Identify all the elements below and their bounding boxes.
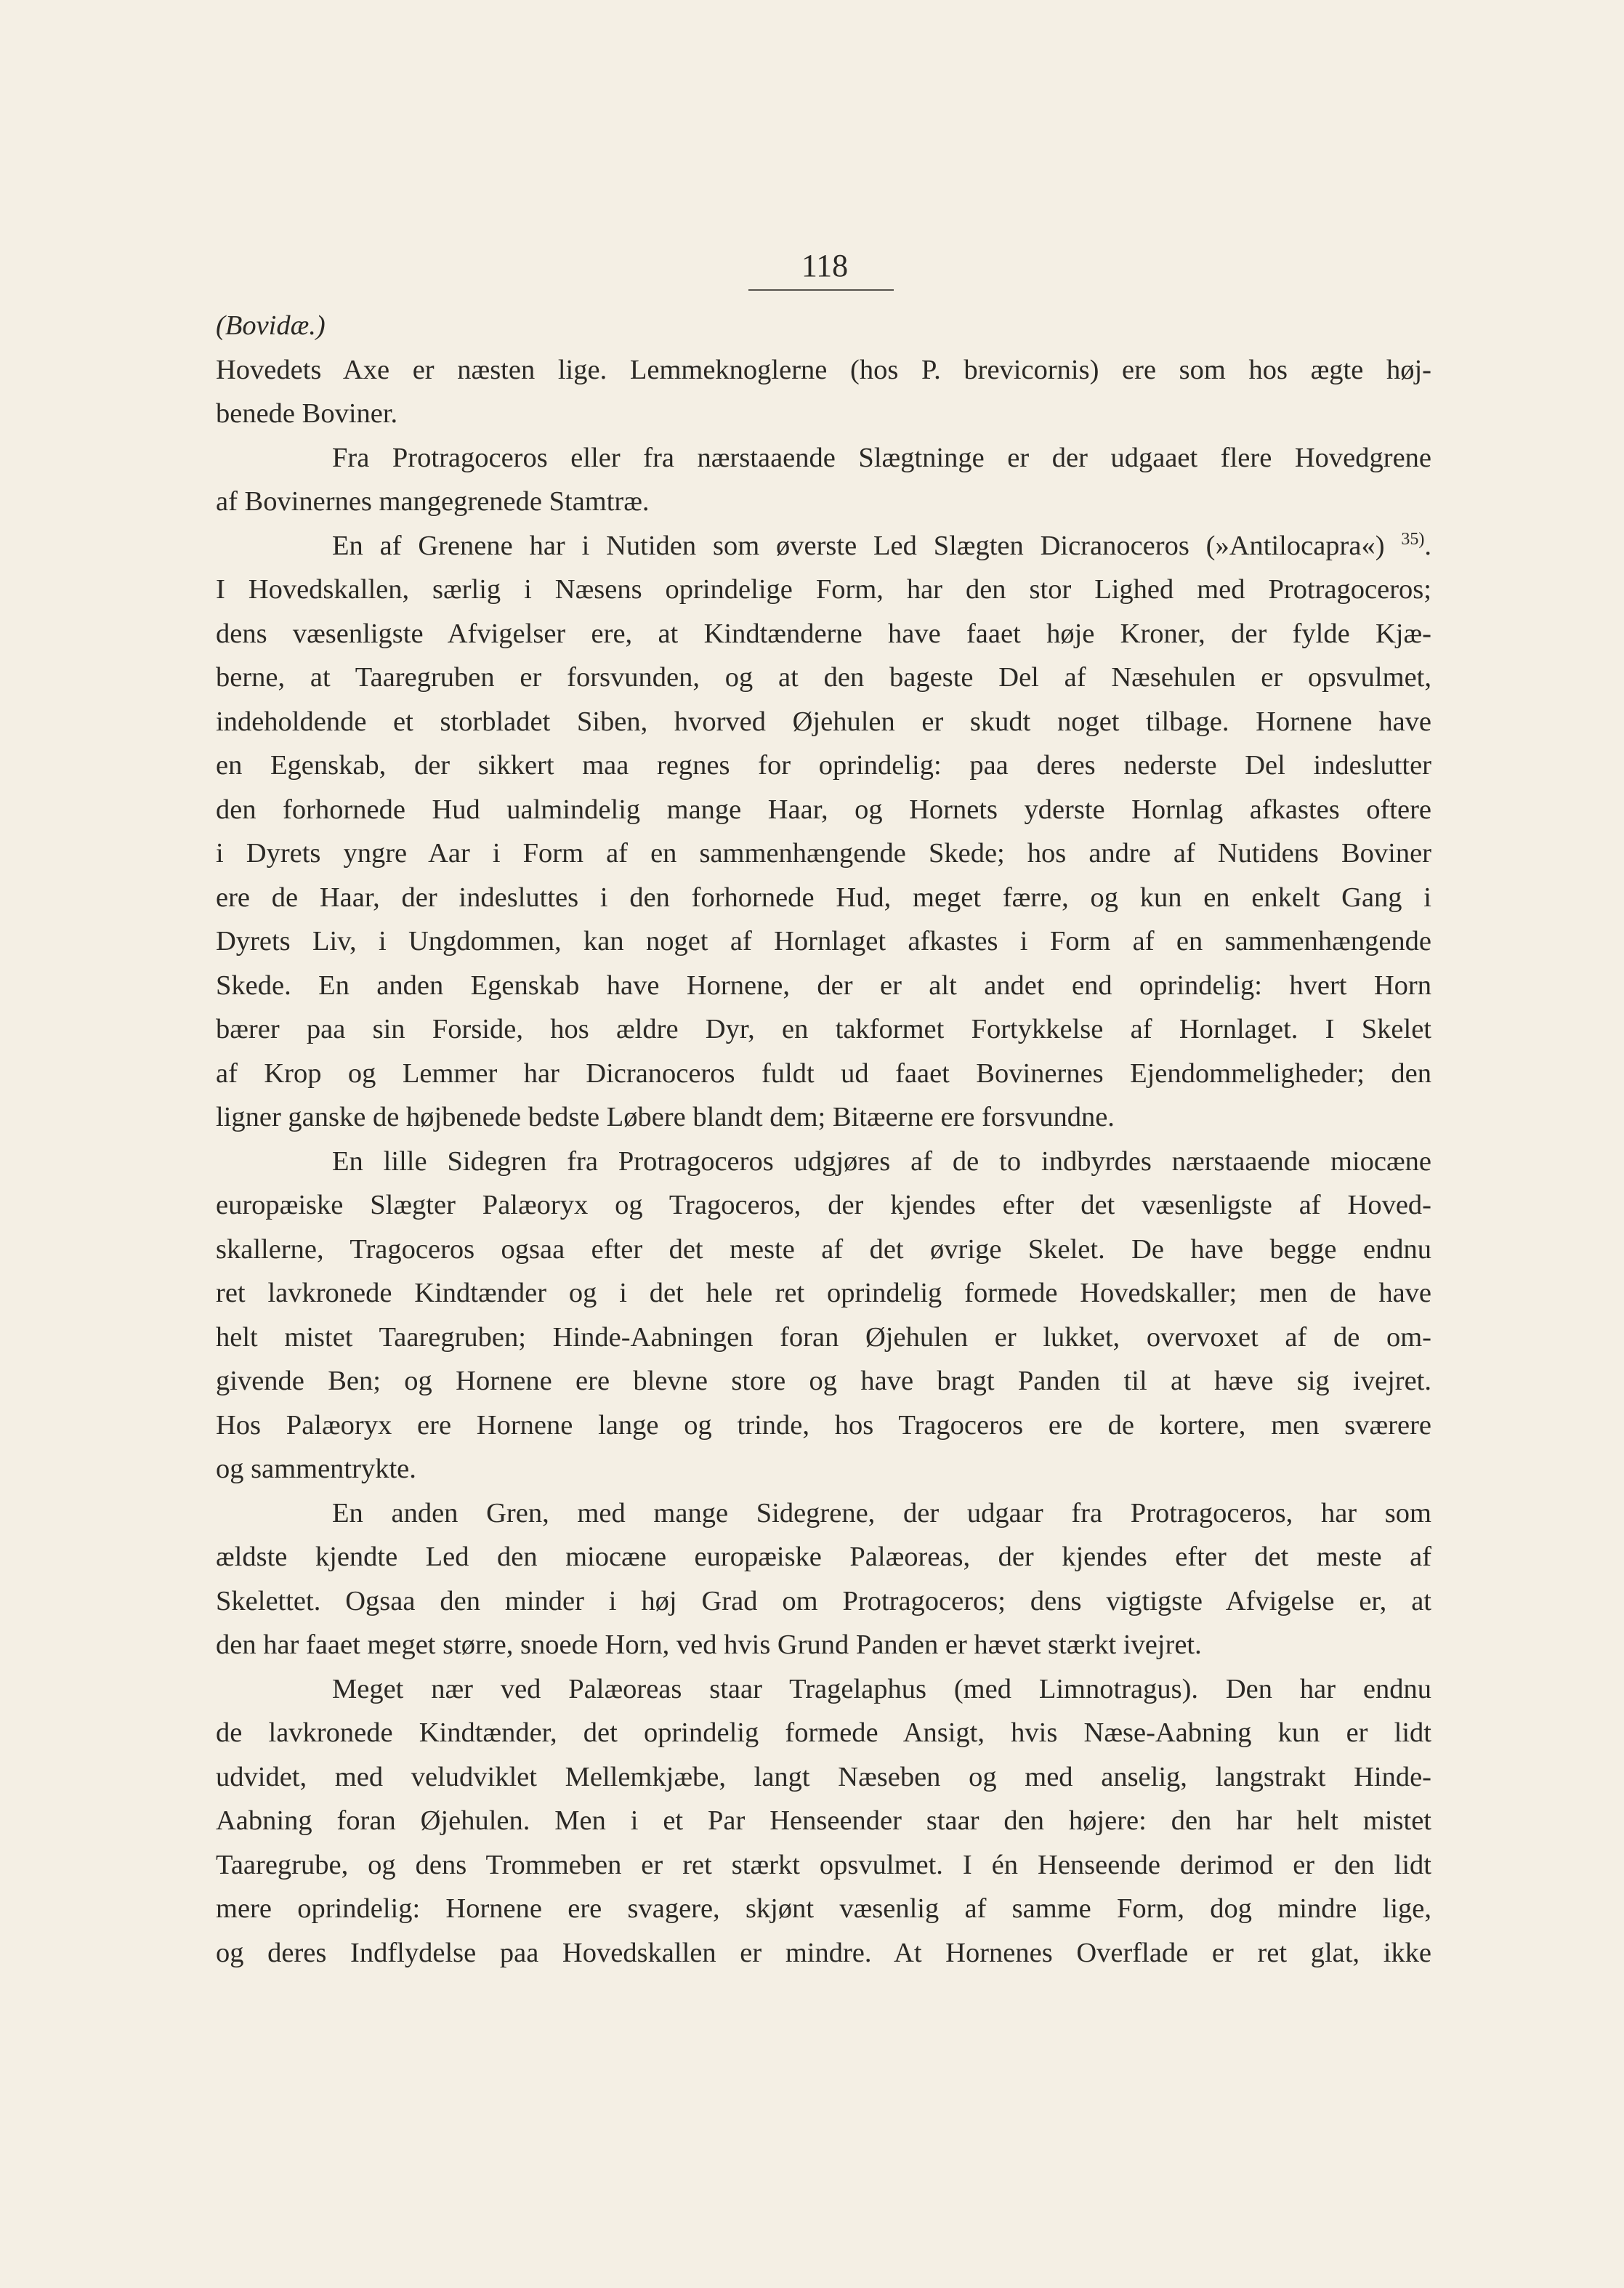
text-line: Taaregrube, og dens Trommeben er ret stærkt opsvulmet. I én Henseende derimod er den lidt [216, 1849, 1431, 1880]
section-label: (Bovidæ.) [216, 310, 326, 341]
text-line: i Dyrets yngre Aar i Form af en sammenhængende Skede; hos andre af Nutidens Boviner [216, 838, 1431, 869]
text-line: en Egenskab, der sikkert maa regnes for oprindelig: paa deres nederste Del indeslutter [216, 750, 1431, 781]
text-line: dens væsenligste Afvigelser ere, at Kindtænderne have faaet høje Kroner, der fylde Kjæ- [216, 618, 1431, 649]
text-line: Hos Palæoryx ere Hornene lange og trinde, hos Tragoceros ere de kortere, men sværere [216, 1409, 1431, 1441]
text-line: skallerne, Tragoceros ogsaa efter det meste af det øvrige Skelet. De have begge endnu [216, 1233, 1431, 1265]
page-number: 118 [801, 248, 849, 283]
text-line: mere oprindelig: Hornene ere svagere, skjønt væsenlig af samme Form, dog mindre lige, [216, 1893, 1431, 1924]
text-line: og sammentrykte. [216, 1454, 416, 1484]
text-line: Dyrets Liv, i Ungdommen, kan noget af Hornlaget afkastes i Form af en sammenhængende [216, 926, 1431, 956]
text-line: indeholdende et storbladet Siben, hvorved Øjehulen er skudt noget tilbage. Hornene have [216, 706, 1431, 737]
body-text [216, 304, 1431, 1975]
text-line: En anden Gren, med mange Sidegrene, der udgaar fra Protragoceros, har som [332, 1497, 1431, 1528]
text-line: berne, at Taaregruben er forsvunden, og at den bageste Del af Næsehulen er opsvulmet, [216, 662, 1431, 693]
text-line: Skede. En anden Egenskab have Hornene, der er alt andet end oprindelig: hvert Horn [216, 970, 1431, 1001]
text-line: helt mistet Taaregruben; Hinde-Aabningen foran Øjehulen er lukket, overvoxet af de om- [216, 1321, 1431, 1353]
page-number-rule [748, 289, 894, 291]
text-line: bærer paa sin Forside, hos ældre Dyr, en takformet Fortykkelse af Hornlaget. I Skelet [216, 1014, 1431, 1044]
text-line: ældste kjendte Led den miocæne europæiske Palæoreas, der kjendes efter det meste af [216, 1542, 1431, 1572]
text-line: af Krop og Lemmer har Dicranoceros fuldt ud faaet Bovinernes Ejendommeligheder; den [216, 1058, 1431, 1089]
text-line: udvidet, med veludviklet Mellemkjæbe, langt Næseben og med anselig, langstrakt Hinde- [216, 1761, 1431, 1792]
text-line: europæiske Slægter Palæoryx og Tragoceros, der kjendes efter det væsenligste af Hoved- [216, 1190, 1431, 1220]
text-line: En af Grenene har i Nutiden som øverste Led Slægten Dicranoceros (»Antilocapra«) $^{35)}$. [332, 529, 1431, 561]
text-line: ere de Haar, der indesluttes i den forhornede Hud, meget færre, og kun en enkelt Gang i [216, 882, 1431, 913]
text-line: ligner ganske de højbenede bedste Løbere blandt dem; Bitæerne ere forsvundne. [216, 1102, 1115, 1132]
text-line: den har faaet meget større, snoede Horn, ved hvis Grund Panden er hævet stærkt ivejret. [216, 1630, 1202, 1660]
text-line: ret lavkronede Kindtænder og i det hele ret oprindelig formede Hovedskaller; men de have [216, 1278, 1431, 1308]
text-line: Fra Protragoceros eller fra nærstaaende Slægtninge er der udgaaet flere Hovedgrene [332, 442, 1431, 473]
text-line: En lille Sidegren fra Protragoceros udgjøres af de to indbyrdes nærstaaende miocæne [332, 1145, 1431, 1177]
footnote-reference: 35) [1401, 529, 1425, 549]
text-line: Meget nær ved Palæoreas staar Tragelaphus (med Limnotragus). Den har endnu [332, 1673, 1431, 1704]
text-line: den forhornede Hud ualmindelig mange Haar, og Hornets yderste Hornlag afkastes oftere [216, 794, 1431, 825]
text-line: Hovedets Axe er næsten lige. Lemmeknoglerne (hos P. brevicornis) ere som hos ægte høj- [216, 354, 1431, 385]
text-line: og deres Indflydelse paa Hovedskallen er mindre. At Hornenes Overflade er ret glat, ikke [216, 1937, 1431, 1968]
text-line: de lavkronede Kindtænder, det oprindelig formede Ansigt, hvis Næse-Aabning kun er lidt [216, 1717, 1431, 1748]
text-line: benede Boviner. [216, 398, 398, 429]
text-line: givende Ben; og Hornene ere blevne store og have bragt Panden til at hæve sig ivejret. [216, 1366, 1431, 1396]
text-line: af Bovinernes mangegrenede Stamtræ. [216, 486, 650, 517]
text-line: Skelettet. Ogsaa den minder i høj Grad om Protragoceros; dens vigtigste Afvigelse er, at [216, 1585, 1431, 1616]
text-line: I Hovedskallen, særlig i Næsens oprindelige Form, har den stor Lighed med Protragoceros; [216, 574, 1431, 605]
text-line: Aabning foran Øjehulen. Men i et Par Henseender staar den højere: den har helt mistet [216, 1805, 1431, 1836]
